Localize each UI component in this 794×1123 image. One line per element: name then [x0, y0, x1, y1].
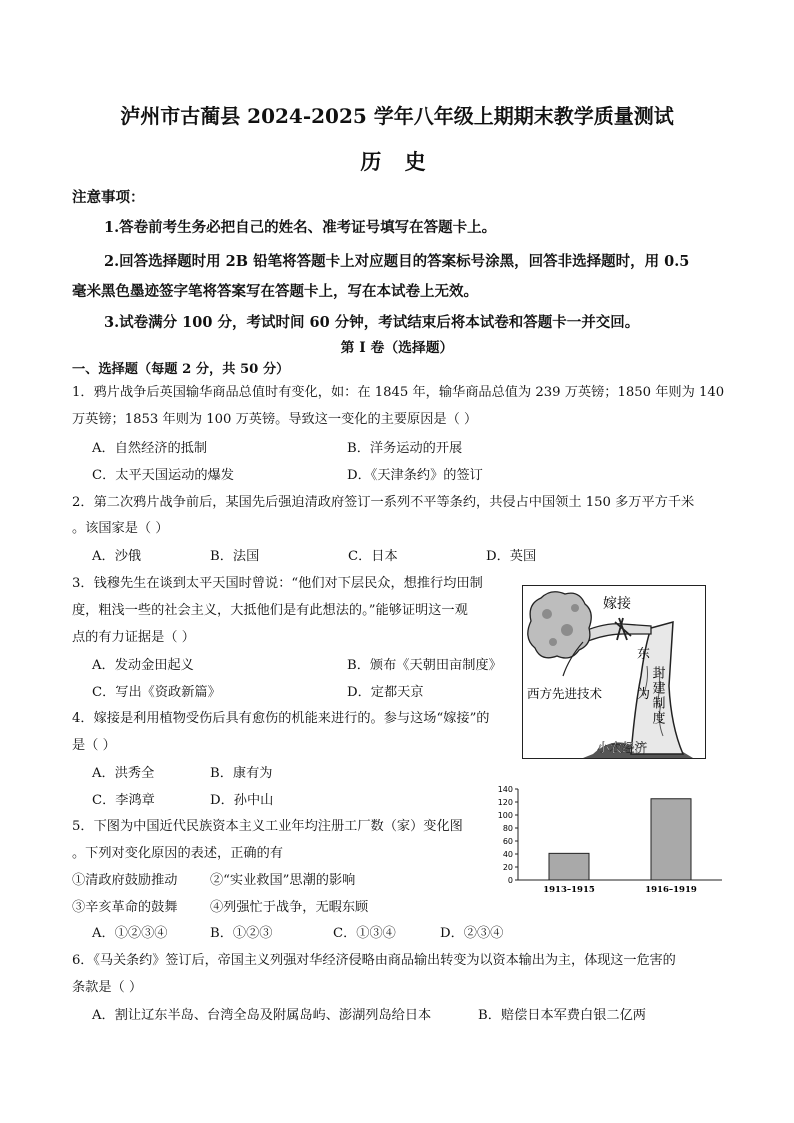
q5-statement-2: ②“实业救国”思潮的影响 — [210, 873, 356, 888]
y-tick-label: 60 — [502, 837, 513, 846]
q5-statement-4: ④列强忙于战争，无暇东顾 — [210, 900, 369, 915]
label-small-farm: 小农经济 — [597, 740, 648, 755]
y-tick-label: 80 — [502, 824, 513, 833]
q2-stem-line-2: 。该国家是（ ） — [72, 521, 169, 536]
q1-stem-line-2: 万英镑；1853 年则为 100 万英镑。导致这一变化的主要原因是（ ） — [72, 412, 478, 427]
q3-stem-line-1: 3．钱穆先生在谈到太平天国时曾说：“他们对下层民众，想推行均田制 — [72, 576, 483, 591]
x-tick-label: 1916–1919 — [645, 885, 697, 895]
y-tick-label: 120 — [497, 798, 513, 807]
q2-stem-line-1: 2．第二次鸦片战争前后，某国先后强迫清政府签订一系列不平等条约，共侵占中国领土 150 多万平方千米 — [72, 495, 695, 510]
q5-option-c: C．①③④ — [333, 926, 396, 941]
exam-title: 泸州市古蔺县 2024-2025 学年八年级上期期末教学质量测试 — [120, 104, 674, 128]
q3-stem-line-3: 点的有力证据是（ ） — [72, 630, 195, 645]
label-wei: 为 — [637, 687, 651, 702]
q5-statement-1: ①清政府鼓励推动 — [72, 873, 178, 888]
q1-stem-line-1: 1．鸦片战争后英国输华商品总值时有变化，如：在 1845 年，输华商品总值为 239 万英镑；1850 年则为 140 — [72, 385, 725, 400]
q5-stem-line-2: 。下列对变化原因的表述，正确的有 — [72, 846, 283, 861]
q4-stem-line-1: 4．嫁接是利用植物受伤后具有愈伤的机能来进行的。参与这场“嫁接”的 — [72, 711, 490, 726]
q6-stem-line-2: 条款是（ ） — [72, 980, 143, 995]
q4-option-c: C．李鸿章 — [92, 793, 155, 808]
bar-1916–1919 — [651, 799, 691, 880]
q1-option-d: D．《天津条约》的签订 — [347, 468, 483, 483]
bar-1913–1915 — [549, 853, 589, 880]
y-tick-label: 20 — [502, 863, 513, 872]
q3-option-c: C．写出《资政新篇》 — [92, 685, 221, 700]
q1-option-a: A．自然经济的抵制 — [92, 441, 208, 456]
crown-spot — [549, 638, 557, 646]
label-western-tech: 西方先进技术 — [527, 686, 603, 701]
q4-option-d: D．孙中山 — [210, 793, 274, 808]
notice-item-2-line-1: 2.回答选择题时用 2B 铅笔将答题卡上对应题目的答案标号涂黑，回答非选择题时，用 0.5 — [104, 253, 690, 270]
notice-item-2-line-2: 毫米黑色墨迹签字笔将答案写在答题卡上，写在本试卷上无效。 — [72, 283, 478, 300]
q4-stem-line-2: 是（ ） — [72, 738, 116, 753]
grafting-cartoon-drawing — [523, 586, 705, 758]
factory-count-bar-chart — [490, 783, 730, 901]
crown-spot — [561, 624, 573, 636]
notice-item-3: 3.试卷满分 100 分，考试时间 60 分钟，考试结束后将本试卷和答题卡一并交回。 — [104, 314, 640, 331]
crown-spot — [571, 604, 579, 612]
y-tick-label: 40 — [502, 850, 513, 859]
q2-option-a: A．沙俄 — [92, 549, 142, 564]
q2-option-d: D．英国 — [486, 549, 537, 564]
q4-option-b: B．康有为 — [210, 766, 273, 781]
q3-option-d: D．定都天京 — [347, 685, 424, 700]
q4-option-a: A．洪秀全 — [92, 766, 155, 781]
part-title: 一、选择题（每题 2 分，共 50 分） — [72, 362, 290, 377]
volume-title: 第 I 卷（选择题） — [340, 340, 454, 356]
y-tick-label: 100 — [497, 811, 513, 820]
y-tick-label: 0 — [507, 876, 513, 885]
tree-crown-shape — [528, 592, 591, 658]
x-tick-label: 1913–1915 — [543, 885, 595, 895]
subject-title: 历 史 — [360, 149, 434, 174]
q5-option-b: B．①②③ — [210, 926, 273, 941]
grafting-cartoon — [522, 585, 706, 759]
q6-option-b: B．赔偿日本军费白银二亿两 — [478, 1008, 646, 1023]
q6-stem-line-1: 6．《马关条约》签订后，帝国主义列强对华经济侵略由商品输出转变为以资本输出为主，体现这一危害的 — [72, 953, 676, 968]
q5-option-a: A．①②③④ — [92, 926, 168, 941]
label-graft: 嫁接 — [603, 596, 631, 612]
q1-option-c: C．太平天国运动的爆发 — [92, 468, 234, 483]
q1-option-b: B．洋务运动的开展 — [347, 441, 463, 456]
q2-option-b: B．法国 — [210, 549, 260, 564]
q3-stem-line-2: 度，粗浅一些的社会主义，大抵他们是有此想法的。”能够证明这一观 — [72, 603, 468, 618]
q5-option-d: D．②③④ — [440, 926, 504, 941]
q3-option-b: B．颁布《天朝田亩制度》 — [347, 658, 502, 673]
crown-spot — [542, 609, 552, 619]
q3-option-a: A．发动金田起义 — [92, 658, 194, 673]
q6-option-a: A．割让辽东半岛、台湾全岛及附属岛屿、澎湖列岛给日本 — [92, 1008, 432, 1023]
q5-stem-line-1: 5．下图为中国近代民族资本主义工业年均注册工厂数（家）变化图 — [72, 819, 463, 834]
label-feudal-system: 封建制度 — [649, 666, 665, 726]
q5-statement-3: ③辛亥革命的鼓舞 — [72, 900, 178, 915]
label-east: 东 — [637, 647, 651, 662]
q2-option-c: C．日本 — [348, 549, 398, 564]
y-tick-label: 140 — [497, 785, 513, 794]
notice-item-1: 1.答卷前考生务必把自己的姓名、准考证号填写在答题卡上。 — [104, 219, 497, 236]
notice-label: 注意事项： — [72, 189, 145, 206]
